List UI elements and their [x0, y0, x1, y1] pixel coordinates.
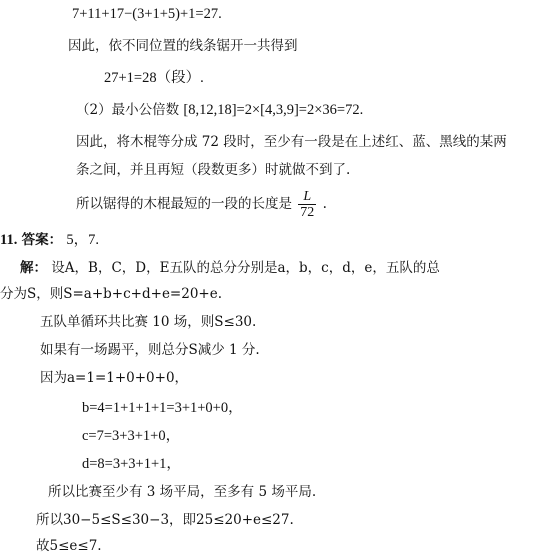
- sentence-end: .: [322, 196, 327, 212]
- text-line-5: 因此，将木棍等分成 72 段时，至少有一段是在上述红、蓝、黑线的某两: [76, 134, 507, 150]
- solution-line: [20, 258, 440, 278]
- equation-line-16: d=8=3+3+1+1，: [82, 456, 181, 472]
- text-line-11: 五队单循环共比赛 10 场，则S≤30.: [40, 314, 257, 330]
- text-line-19: 故5≤e≤7.: [36, 538, 102, 554]
- length-sentence: 所以锯得的木棍最短的一段的长度是: [76, 196, 292, 212]
- fraction-denominator: 72: [300, 205, 315, 220]
- question-number: 11.: [0, 232, 18, 248]
- text-line-4: [76, 100, 363, 120]
- text-line-10: 分为S，则S=a+b+c+d+e=20+e.: [0, 286, 223, 302]
- fraction-l-over-72: [298, 189, 316, 220]
- lcm-equation: [8,12,18]=2×[4,3,9]=2×36=72.: [183, 102, 364, 118]
- solution-label: 解：: [20, 260, 47, 276]
- solution-text: 设A，B，C，D，E五队的总分分别是a，b，c，d，e，五队的总: [51, 260, 440, 276]
- equation-line-15: c=7=3+3+1+0，: [82, 428, 181, 444]
- lcm-label: （2）最小公倍数: [76, 102, 180, 118]
- answer-label: 答案：: [21, 232, 63, 248]
- answer-line: [0, 230, 99, 250]
- answer-value: 5，7.: [66, 232, 100, 248]
- text-line-2: 因此，依不同位置的线条锯开一共得到: [68, 38, 298, 54]
- equation-line-1: 7+11+17−(3+1+5)+1=27.: [72, 6, 222, 22]
- text-line-12: 如果有一场踢平，则总分S减少 1 分.: [40, 342, 260, 358]
- fraction-numerator: L: [298, 189, 316, 205]
- equation-line-3: 27+1=28（段）.: [104, 70, 204, 86]
- text-line-17: 所以比赛至少有 3 场平局，至多有 5 场平局.: [48, 484, 317, 500]
- text-line-13: 因为a=1=1+0+0+0，: [40, 370, 189, 386]
- equation-line-14: b=4=1+1+1+1=3+1+0+0，: [82, 400, 243, 416]
- text-line-18: 所以30−5≤S≤30−3，即25≤20+e≤27.: [36, 512, 294, 528]
- text-line-7: [76, 186, 327, 222]
- text-line-6: 条之间，并且再短（段数更多）时就做不到了.: [76, 162, 351, 178]
